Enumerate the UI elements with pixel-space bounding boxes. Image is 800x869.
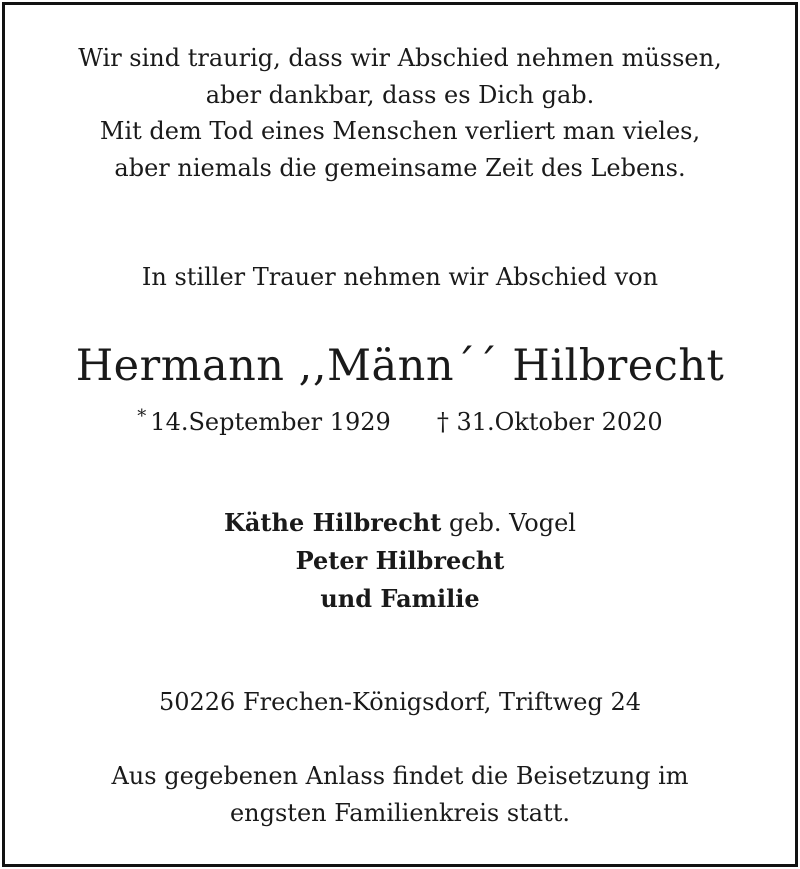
intro-text: In stiller Trauer nehmen wir Abschied von bbox=[141, 263, 659, 291]
poem-line: Mit dem Tod eines Menschen verliert man vieles, bbox=[99, 117, 701, 145]
poem-line: aber dankbar, dass es Dich gab. bbox=[205, 80, 595, 109]
poem bbox=[0, 40, 800, 186]
death-date: † 31.Oktober 2020 bbox=[436, 408, 663, 436]
mourner-name: Käthe Hilbrecht bbox=[224, 508, 442, 537]
mourner-family: und Familie bbox=[320, 584, 480, 613]
mourner-line bbox=[0, 504, 800, 542]
birth-date-group bbox=[137, 399, 391, 440]
funeral-note bbox=[0, 758, 800, 832]
birth-date: 14.September 1929 bbox=[150, 408, 391, 436]
birth-symbol: * bbox=[137, 406, 147, 427]
poem-line: Wir sind traurig, dass wir Abschied nehmen müssen, bbox=[78, 44, 722, 72]
deceased-name: Hermann ,,Männ´´ Hilbrecht bbox=[75, 341, 725, 391]
mourners bbox=[0, 504, 800, 618]
mourner-name: Peter Hilbrecht bbox=[295, 546, 505, 575]
mourner-line bbox=[0, 580, 800, 618]
note-line: engsten Familienkreis statt. bbox=[229, 799, 571, 827]
mourner-line bbox=[0, 542, 800, 580]
address: 50226 Frechen-Königsdorf, Triftweg 24 bbox=[158, 688, 642, 716]
life-dates bbox=[0, 399, 800, 440]
note-line: Aus gegebenen Anlass findet die Beisetzung im bbox=[111, 762, 689, 790]
poem-line: aber niemals die gemeinsame Zeit des Lebens. bbox=[114, 153, 686, 182]
mourner-maiden-name: geb. Vogel bbox=[441, 509, 576, 537]
